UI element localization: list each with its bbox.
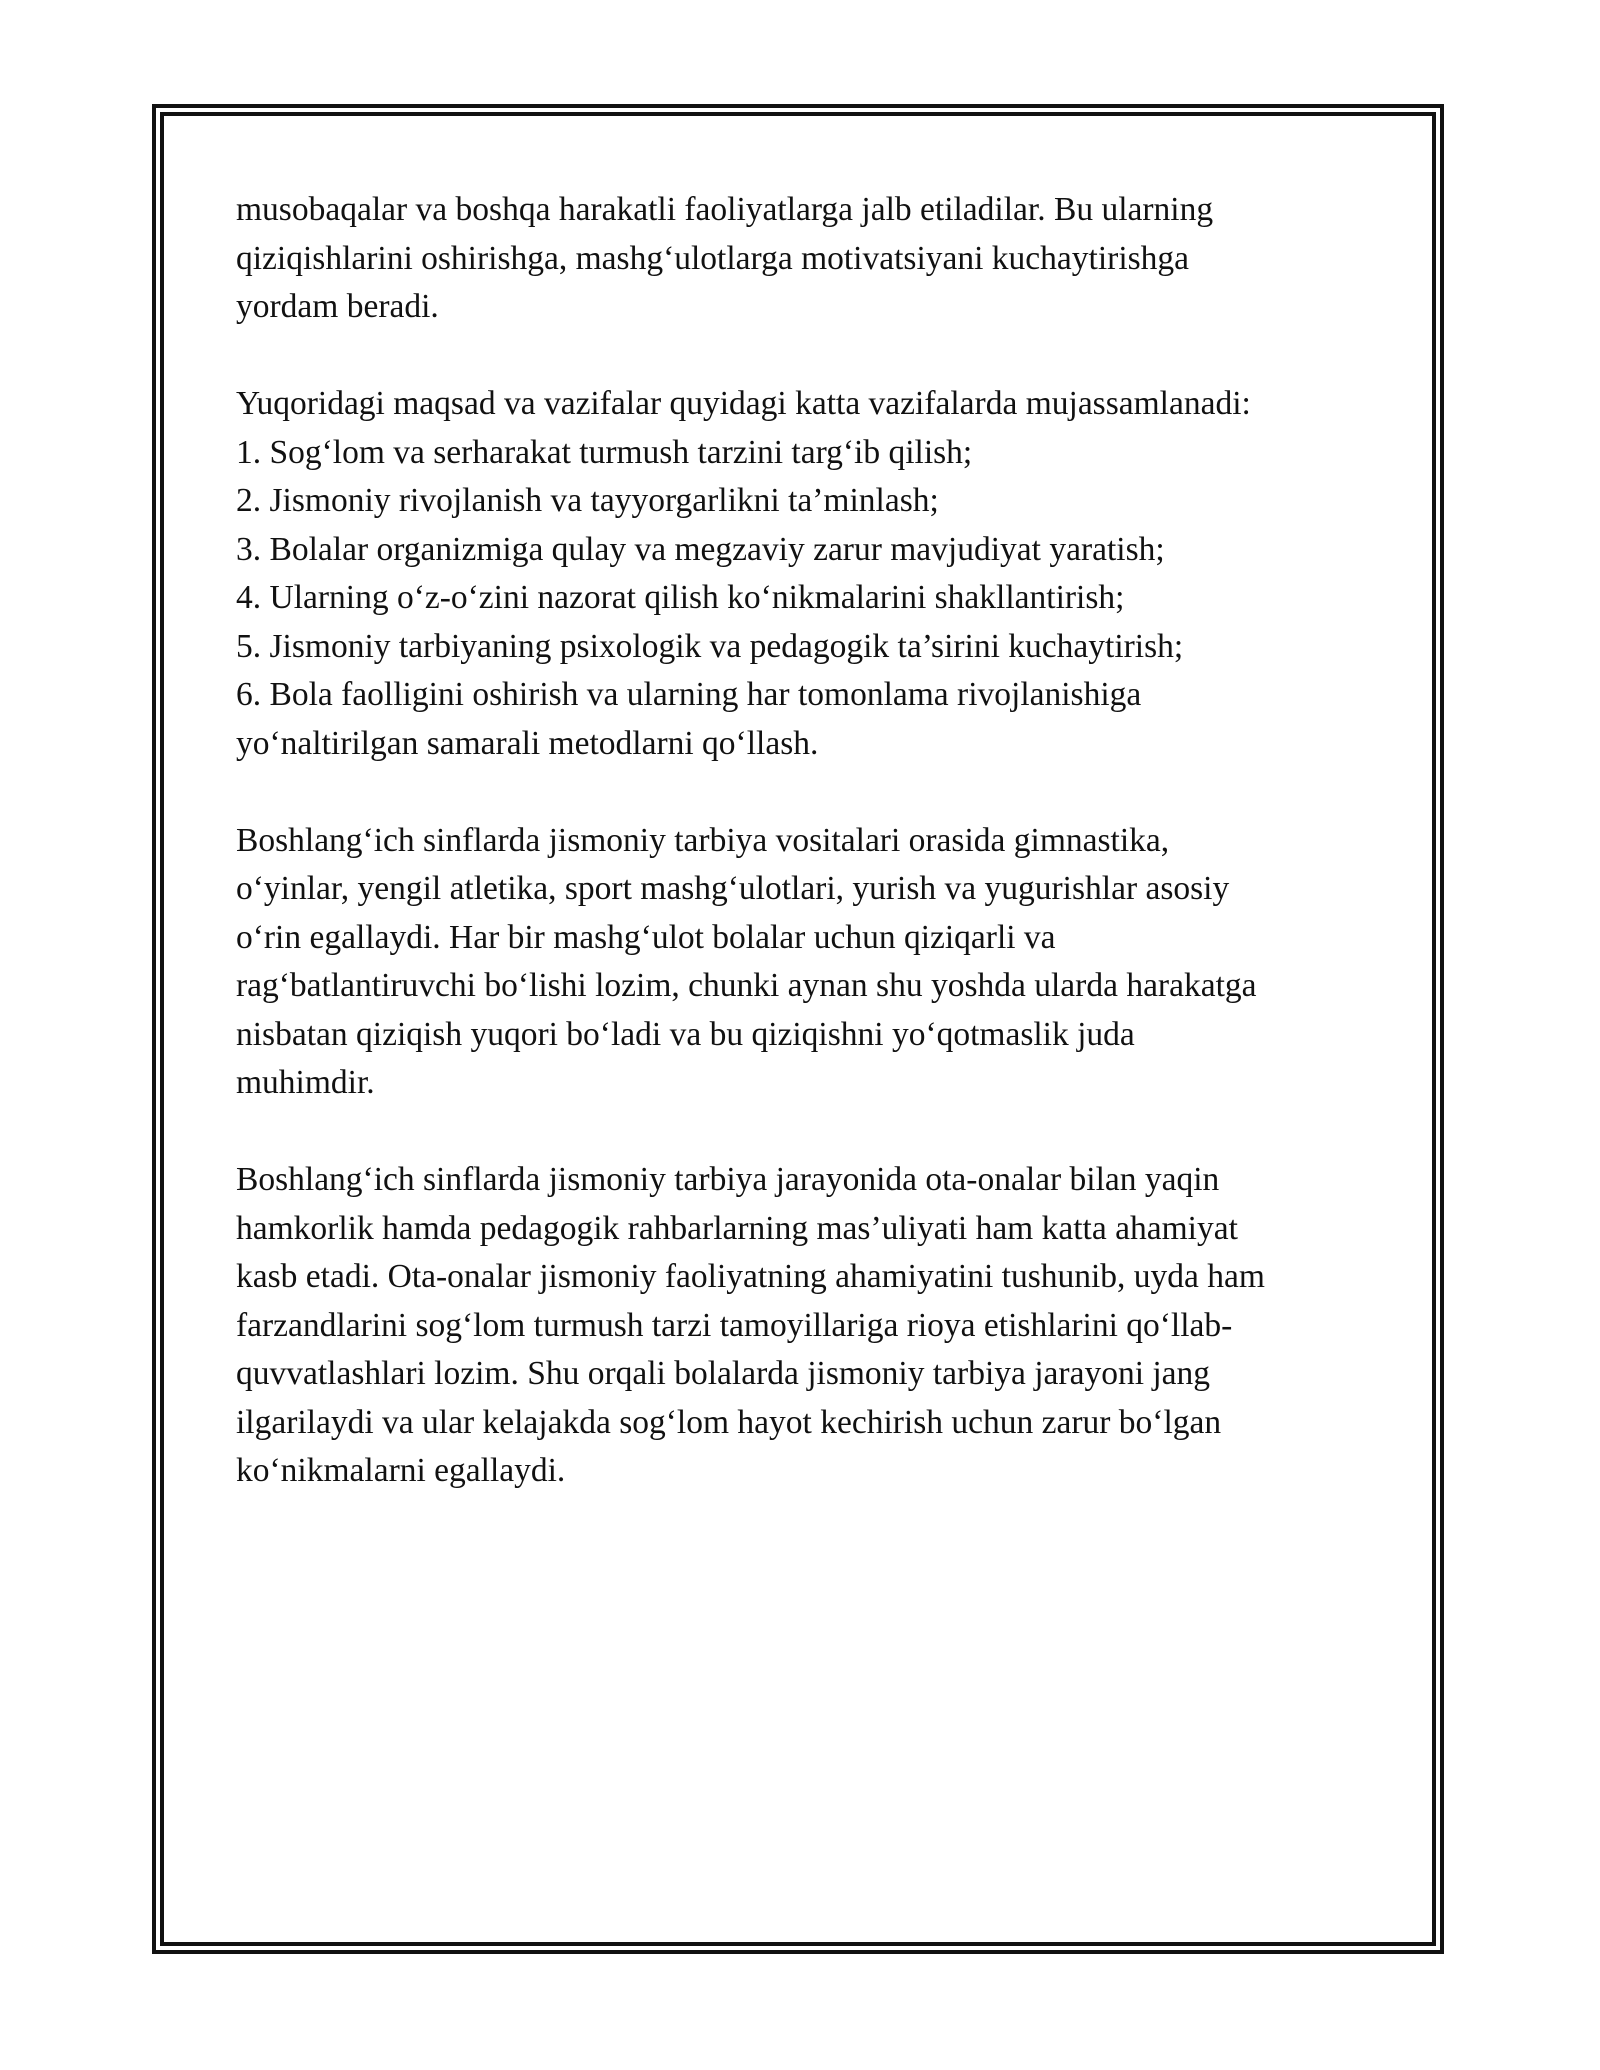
- list-item: 6. Bola faolligini oshirish va ularning har tomonlama rivojlanishiga: [236, 676, 1142, 713]
- text-line: qiziqishlarini oshirishga, mashg‘ulotlarga motivatsiyani kuchaytirishga: [236, 239, 1190, 277]
- list-item: 4. Ularning o‘z-o‘zini nazorat qilish ko‘nikmalarini shakllantirish;: [236, 579, 1125, 616]
- list-item: 1. Sog‘lom va serharakat turmush tarzini targ‘ib qilish;: [236, 433, 973, 471]
- text-line: o‘rin egallaydi. Har bir mashg‘ulot bolalar uchun qiziqarli va: [236, 918, 1056, 956]
- text-line: Boshlang‘ich sinflarda jismoniy tarbiya jarayonida ota-onalar bilan yaqin: [236, 1161, 1220, 1198]
- paragraph-gap: [236, 1108, 1376, 1157]
- paragraph-3: [236, 817, 1376, 1108]
- text-line: rag‘batlantiruvchi bo‘lishi lozim, chunki aynan shu yoshda ularda harakatga: [236, 967, 1257, 1004]
- text-line: ilgarilaydi va ular kelajakda sog‘lom hayot kechirish uchun zarur bo‘lgan: [236, 1403, 1222, 1441]
- text-line: Boshlang‘ich sinflarda jismoniy tarbiya vositalari orasida gimnastika,: [236, 821, 1170, 859]
- paragraph-gap: [236, 332, 1376, 381]
- paragraph-2: [236, 380, 1376, 768]
- list-item: 3. Bolalar organizmiga qulay va megzaviy zarur mavjudiyat yaratish;: [236, 530, 1165, 568]
- text-line: yordam beradi.: [236, 288, 439, 325]
- paragraph-gap: [236, 768, 1376, 817]
- paragraph-1: [236, 186, 1376, 332]
- text-line: ko‘nikmalarni egallaydi.: [236, 1452, 566, 1489]
- text-line: musobaqalar va boshqa harakatli faoliyatlarga jalb etiladilar. Bu ularning: [236, 191, 1214, 228]
- text-line: quvvatlashlari lozim. Shu orqali bolalarda jismoniy tarbiya jarayoni jang: [236, 1355, 1211, 1392]
- text-line: kasb etadi. Ota-onalar jismoniy faoliyatning ahamiyatini tushunib, uyda ham: [236, 1258, 1265, 1295]
- text-line: nisbatan qiziqish yuqori bo‘ladi va bu qiziqishni yo‘qotmaslik juda: [236, 1015, 1135, 1053]
- list-item-continuation: yo‘naltirilgan samarali metodlarni qo‘llash.: [236, 724, 819, 762]
- paragraph-4: [236, 1156, 1376, 1496]
- list-item: 2. Jismoniy rivojlanish va tayyorgarlikni ta’minlash;: [236, 482, 939, 519]
- text-line: hamkorlik hamda pedagogik rahbarlarning mas’uliyati ham katta ahamiyat: [236, 1209, 1238, 1247]
- list-item: 5. Jismoniy tarbiyaning psixologik va pedagogik ta’sirini kuchaytirish;: [236, 627, 1184, 665]
- text-line: muhimdir.: [236, 1064, 375, 1101]
- text-line: Yuqoridagi maqsad va vazifalar quyidagi katta vazifalarda mujassamlanadi:: [236, 385, 1251, 422]
- text-line: o‘yinlar, yengil atletika, sport mashg‘ulotlari, yurish va yugurishlar asosiy: [236, 870, 1230, 907]
- document-body: [236, 186, 1376, 1496]
- text-line: farzandlarini sog‘lom turmush tarzi tamoyillariga rioya etishlarini qo‘llab-: [236, 1306, 1233, 1344]
